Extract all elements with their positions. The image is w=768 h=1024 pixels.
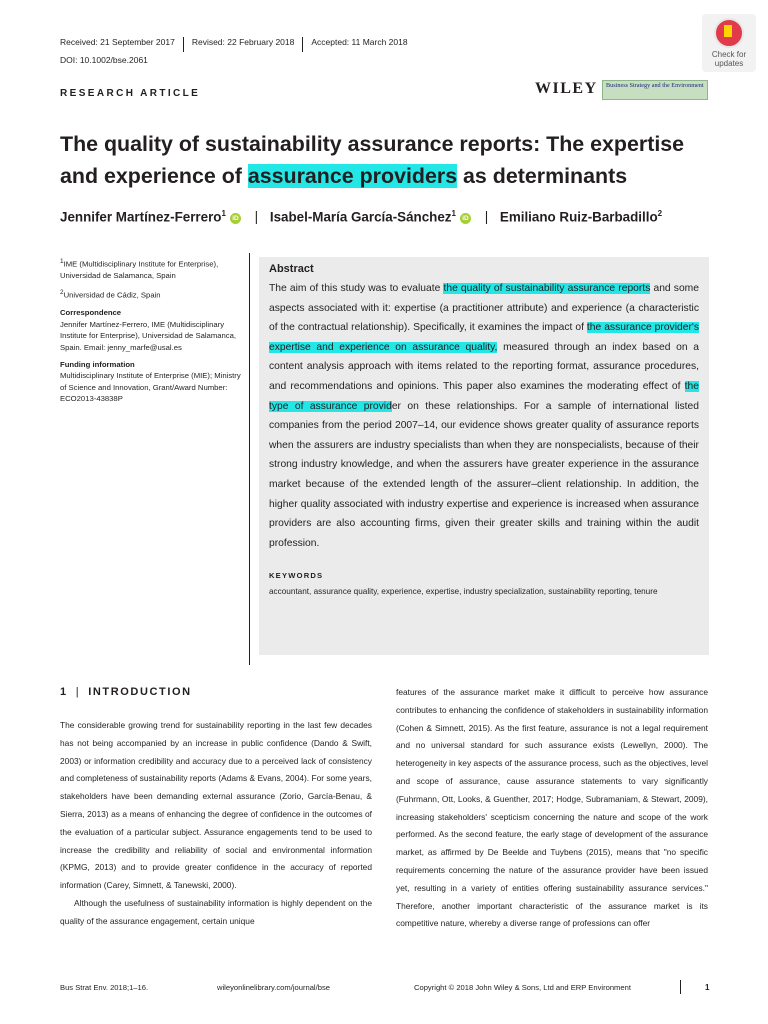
author-affiliation-mark: 1 [451, 209, 456, 218]
abstract-highlight: the assurance provider's expertise and experience on assurance quality, [269, 322, 699, 353]
author-name[interactable]: Jennifer Martínez-Ferrero [60, 209, 222, 225]
body-column-left [60, 717, 372, 931]
author-affiliation-mark: 2 [657, 209, 663, 218]
accepted-date: Accepted: 11 March 2018 [311, 37, 408, 47]
separator: | [484, 209, 489, 225]
doi[interactable]: DOI: 10.1002/bse.2061 [60, 55, 148, 65]
abstract-box [259, 257, 709, 655]
correspondence-text: Jennifer Martínez-Ferrero, IME (Multidisciplinary Institute for Enterprise), Universidad de Salamanca, Spain. Email: jenny_marfe@usal.es [60, 319, 237, 352]
author-name[interactable]: Emiliano Ruiz-Barbadillo [499, 209, 658, 225]
separator: | [75, 686, 81, 698]
keywords-text: accountant, assurance quality, experience, expertise, industry specialization, sustainability reporting, tenure [269, 587, 658, 597]
separator: | [254, 209, 259, 225]
title-text-end: as determinants [457, 164, 628, 188]
section-heading [60, 686, 192, 698]
affiliation-mark: 1 [60, 258, 64, 265]
paragraph: The considerable growing trend for sustainability reporting in the last few decades has not being accompanied by an increase in public confidence (Dando & Swift, 2003) or information credibility and accuracy due to a perceived lack of consistency and completeness of sustainability reports (Adams & Evans, 2004). For some years, stakeholders have been demanding external assurance (Zorio, García-Benau, & Sierra, 2013) as a means of enhancing the degree of confidence in the outcomes of the evaluation of a particular subject. Assurance engagements tend to be used to increase the credibility and reliability of social and environmental information (KPMG, 2013) and to provide greater confidence in the accuracy of reported information (Carey, Simnett, & Tanewski, 2000). [60, 720, 372, 891]
affiliation-2 [60, 287, 246, 301]
correspondence-heading: Correspondence [60, 308, 122, 318]
revised-date: Revised: 22 February 2018 [191, 37, 295, 47]
body-column-right [396, 684, 708, 933]
bookmark-icon [714, 18, 744, 48]
check-updates-label: Check for updates [711, 50, 747, 68]
abstract-text [269, 279, 699, 553]
funding [60, 359, 246, 405]
abstract-segment: er on these relationships. For a sample of international listed companies from the period 2007–14, our evidence shows greater quality of assurance reports when the assurers are industry specialists than when they are nonspecialists, because of their strong industry knowledge, and when the assurers have greater experience in the assurance market because of the extended length of the assurer–client relationship. In addition, the higher quality associated with industry expertise and experience is increased when assurance providers are also accounting firms, given their greater skills and training within the audit profession. [269, 400, 699, 549]
affiliation-text: Universidad de Cádiz, Spain [63, 290, 161, 300]
footer-copyright: Copyright © 2018 John Wiley & Sons, Ltd and ERP Environment [414, 983, 631, 992]
column-divider [249, 253, 250, 665]
separator [183, 37, 184, 52]
author-affiliation-mark: 1 [221, 209, 226, 218]
footer-journal: Bus Strat Env. 2018;1–16. [60, 983, 149, 992]
keywords-heading: KEYWORDS [269, 571, 324, 581]
abstract-segment: and some aspects associated with it: expertise (a practitioner attribute) and experience (a characteristic of the contractual relationship). Specifically, it examines the impact of [269, 283, 699, 334]
abstract-heading: Abstract [269, 263, 314, 275]
author-name[interactable]: Isabel-María García-Sánchez [269, 209, 452, 225]
funding-heading: Funding information [60, 359, 135, 369]
section-number: 1 [60, 686, 68, 698]
section-title: INTRODUCTION [88, 686, 192, 698]
publisher-logo: WILEY [535, 80, 598, 97]
funding-text: Multidisciplinary Institute of Enterprise (MIE); Ministry of Science and Innovation, Grant/Award Number: ECO2013-43838P [60, 371, 241, 404]
affiliations [60, 256, 246, 411]
title-highlight: assurance providers [247, 164, 458, 188]
correspondence [60, 307, 246, 353]
abstract-segment: measured through an index based on a content analysis approach with items related to the reporting format, assurance procedures, and recommendations and opinions. This paper also examines the moderating effect of [269, 341, 699, 392]
article-type: RESEARCH ARTICLE [60, 88, 201, 99]
author-list [60, 209, 662, 224]
article-dates [60, 36, 408, 52]
affiliation-text: IME (Multidisciplinary Institute for Enterprise), Universidad de Salamanca, Spain [60, 259, 219, 280]
affiliation-1 [60, 256, 246, 281]
journal-logo: Business Strategy and the Environment [602, 80, 708, 100]
abstract-highlight: the type of assurance provid [269, 380, 699, 412]
paragraph: Although the usefulness of sustainability information is highly dependent on the quality of the assurance engagement, certain unique [60, 897, 372, 926]
affiliation-mark: 2 [60, 289, 64, 297]
footer-url[interactable]: wileyonlinelibrary.com/journal/bse [217, 983, 330, 992]
orcid-icon[interactable]: iD [460, 213, 471, 224]
check-for-updates-button[interactable] [702, 14, 756, 72]
page-number: 1 [705, 983, 710, 992]
article-title [60, 128, 720, 192]
abstract-segment: The aim of this study was to evaluate [269, 283, 444, 294]
paragraph: features of the assurance market make it difficult to perceive how assurance contributes to enhancing the confidence of stakeholders in sustainability information (Cohen & Simnett, 2015). As the first feature, assurance is not a legal requirement and no universal standard for such assurance exists (Lewellyn, 2000). The heterogeneity in key aspects of the assurance process, such as the objectives, level and scope of assurance, cause assurance statements to vary significantly (Fuhrmann, Ott, Looks, & Guenther, 2017; Hodge, Subramaniam, & Stewart, 2009), increasing stakeholders' scepticism concerning the nature and scope of the work performed. As the second feature, the early stage of development of the assurance market, as affirmed by De Beelde and Tuybens (2015), means that "no specific requirements concerning the nature of the assurance provider have been issued yet, resulting in a variety of entities offering sustainability assurance services." Therefore, another important characteristic of the assurance market is its competitive nature, whereby a diverse range of professions can offer [396, 687, 708, 929]
orcid-icon[interactable]: iD [230, 213, 241, 224]
abstract-highlight: the quality of sustainability assurance reports [443, 283, 651, 294]
footer-divider [680, 980, 681, 994]
received-date: Received: 21 September 2017 [60, 37, 175, 47]
title-text: The quality of sustainability assurance reports: The expertise and experience of [60, 132, 685, 188]
separator [302, 37, 303, 52]
